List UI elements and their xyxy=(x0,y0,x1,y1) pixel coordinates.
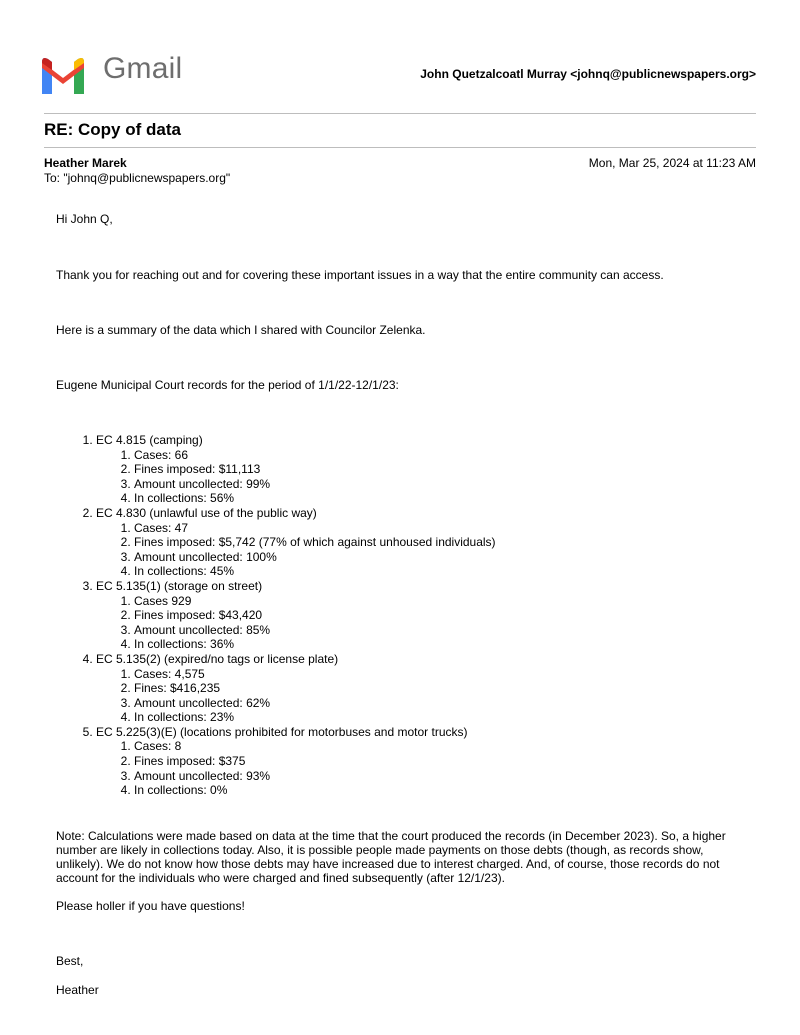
record-detail: 4. In collections: 56% xyxy=(134,491,756,506)
record-title: EC 5.135(2) (expired/no tags or license plate) xyxy=(96,651,339,666)
record-item xyxy=(96,579,756,652)
record-detail: 3. Amount uncollected: 62% xyxy=(134,696,756,711)
email-subject: RE: Copy of data xyxy=(44,120,181,139)
paragraph: Here is a summary of the data which I shared with Councilor Zelenka. xyxy=(56,323,426,337)
signature: Heather xyxy=(56,982,99,997)
record-detail: 3. Amount uncollected: 93% xyxy=(134,769,756,784)
paragraph: Please holler if you have questions! xyxy=(56,898,245,913)
record-detail: 1. Cases 929 xyxy=(134,594,756,609)
record-detail: 4. In collections: 0% xyxy=(134,783,756,798)
record-detail: 2. Fines imposed: $11,113 xyxy=(134,462,756,477)
closing: Best, xyxy=(56,953,84,968)
record-detail: 2. Fines imposed: $5,742 (77% of which against unhoused individuals) xyxy=(134,535,756,550)
record-item xyxy=(96,433,756,506)
record-detail: 2. Fines imposed: $43,420 xyxy=(134,608,756,623)
sender-name: Heather Marek xyxy=(44,156,127,170)
record-title: EC 5.135(1) (storage on street) xyxy=(96,578,263,593)
record-detail: 1. Cases: 4,575 xyxy=(134,667,756,682)
record-detail: 4. In collections: 45% xyxy=(134,564,756,579)
divider xyxy=(44,147,756,148)
record-detail: 4. In collections: 36% xyxy=(134,637,756,652)
record-detail: 2. Fines: $416,235 xyxy=(134,681,756,696)
email-body xyxy=(56,212,756,997)
record-detail: 4. In collections: 23% xyxy=(134,710,756,725)
record-details xyxy=(96,739,756,797)
divider xyxy=(44,113,756,114)
records-list xyxy=(56,433,756,798)
record-details xyxy=(96,448,756,506)
gmail-logo-icon xyxy=(38,54,88,94)
record-detail: 1. Cases: 66 xyxy=(134,448,756,463)
gmail-header xyxy=(38,50,756,96)
record-item xyxy=(96,652,756,725)
record-detail: 1. Cases: 47 xyxy=(134,521,756,536)
account-email: John Quetzalcoatl Murray <johnq@publicnewspapers.org> xyxy=(420,67,756,81)
email-date: Mon, Mar 25, 2024 at 11:23 AM xyxy=(588,156,756,170)
gmail-wordmark: Gmail xyxy=(103,52,183,85)
record-detail: 3. Amount uncollected: 85% xyxy=(134,623,756,638)
recipient-line: To: "johnq@publicnewspapers.org" xyxy=(44,171,231,185)
paragraph: Thank you for reaching out and for covering these important issues in a way that the entire community can access. xyxy=(56,268,664,282)
greeting: Hi John Q, xyxy=(56,212,113,226)
record-details xyxy=(96,667,756,725)
record-item xyxy=(96,725,756,798)
record-title: EC 4.815 (camping) xyxy=(96,433,203,447)
note-paragraph: Note: Calculations were made based on data at the time that the court produced the records (in December 2023). So, a higher number are likely in collections today. Also, it is possible people made payments on those debts (though, as records show, unlikely). We do not know how those debts may have increased due to interest charged. And, of course, those records do not account for the individuals who were charged and fined subsequently (after 12/1/23). xyxy=(56,828,726,885)
record-detail: 3. Amount uncollected: 99% xyxy=(134,477,756,492)
paragraph: Eugene Municipal Court records for the period of 1/1/22-12/1/23: xyxy=(56,378,399,392)
record-detail: 1. Cases: 8 xyxy=(134,739,756,754)
record-title: EC 4.830 (unlawful use of the public way) xyxy=(96,505,317,520)
record-detail: 3. Amount uncollected: 100% xyxy=(134,550,756,565)
record-title: EC 5.225(3)(E) (locations prohibited for motorbuses and motor trucks) xyxy=(96,724,468,739)
record-details xyxy=(96,594,756,652)
record-detail: 2. Fines imposed: $375 xyxy=(134,754,756,769)
record-details xyxy=(96,521,756,579)
record-item xyxy=(96,506,756,579)
